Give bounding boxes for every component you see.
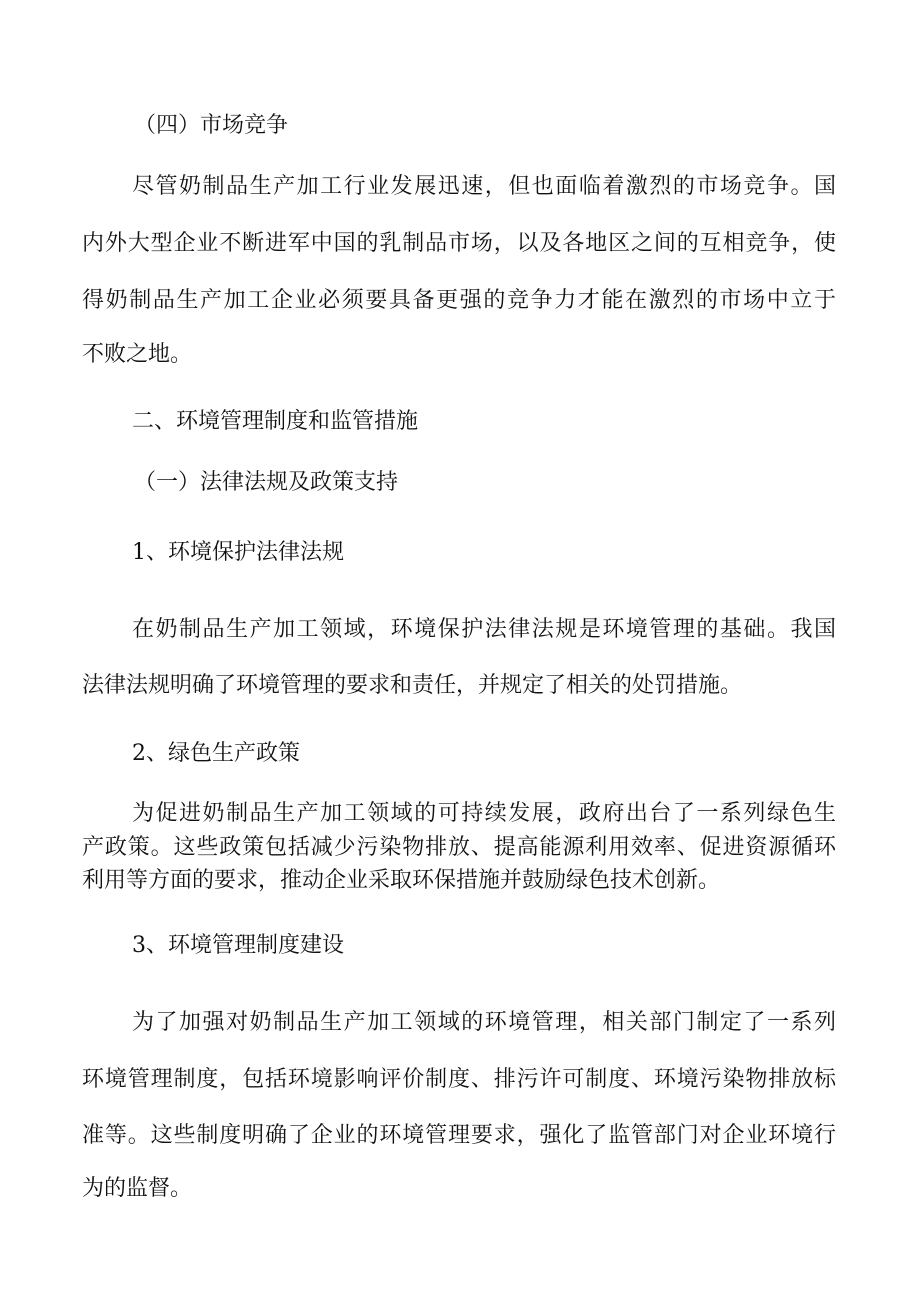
paragraph-line: 环境管理制度，包括环境影响评价制度、排污许可制度、环境污染物排放标 — [82, 1067, 836, 1092]
item-heading-environmental-law: 1、环境保护法律法规 — [132, 540, 344, 565]
item-heading-management-system: 3、环境管理制度建设 — [132, 933, 344, 958]
paragraph-line: 利用等方面的要求，推动企业采取环保措施并鼓励绿色技术创新。 — [82, 868, 721, 893]
chapter-heading-environment-management: 二、环境管理制度和监管措施 — [132, 409, 419, 434]
paragraph-line: 在奶制品生产加工领域，环境保护法律法规是环境管理的基础。我国 — [132, 617, 836, 642]
item-heading-green-production: 2、绿色生产政策 — [132, 741, 300, 766]
section-heading-market-competition: （四）市场竞争 — [134, 113, 289, 138]
paragraph-line: 内外大型企业不断进军中国的乳制品市场，以及各地区之间的互相竞争，使 — [82, 231, 836, 256]
paragraph-line: 尽管奶制品生产加工行业发展迅速，但也面临着激烈的市场竞争。国 — [132, 174, 836, 199]
paragraph-line: 法律法规明确了环境管理的要求和责任，并规定了相关的处罚措施。 — [82, 673, 743, 698]
paragraph-line: 不败之地。 — [82, 342, 193, 367]
paragraph-line: 为了加强对奶制品生产加工领域的环境管理，相关部门制定了一系列 — [132, 1010, 836, 1035]
paragraph-line: 为促进奶制品生产加工领域的可持续发展，政府出台了一系列绿色生 — [132, 801, 836, 826]
paragraph-line: 产政策。这些政策包括减少污染物排放、提高能源利用效率、促进资源循环 — [82, 835, 836, 860]
paragraph-line: 准等。这些制度明确了企业的环境管理要求，强化了监管部门对企业环境行 — [82, 1123, 836, 1148]
subsection-heading-laws-policies: （一）法律法规及政策支持 — [134, 470, 399, 495]
paragraph-line: 为的监督。 — [82, 1176, 193, 1201]
paragraph-line: 得奶制品生产加工企业必须要具备更强的竞争力才能在激烈的市场中立于 — [82, 288, 836, 313]
